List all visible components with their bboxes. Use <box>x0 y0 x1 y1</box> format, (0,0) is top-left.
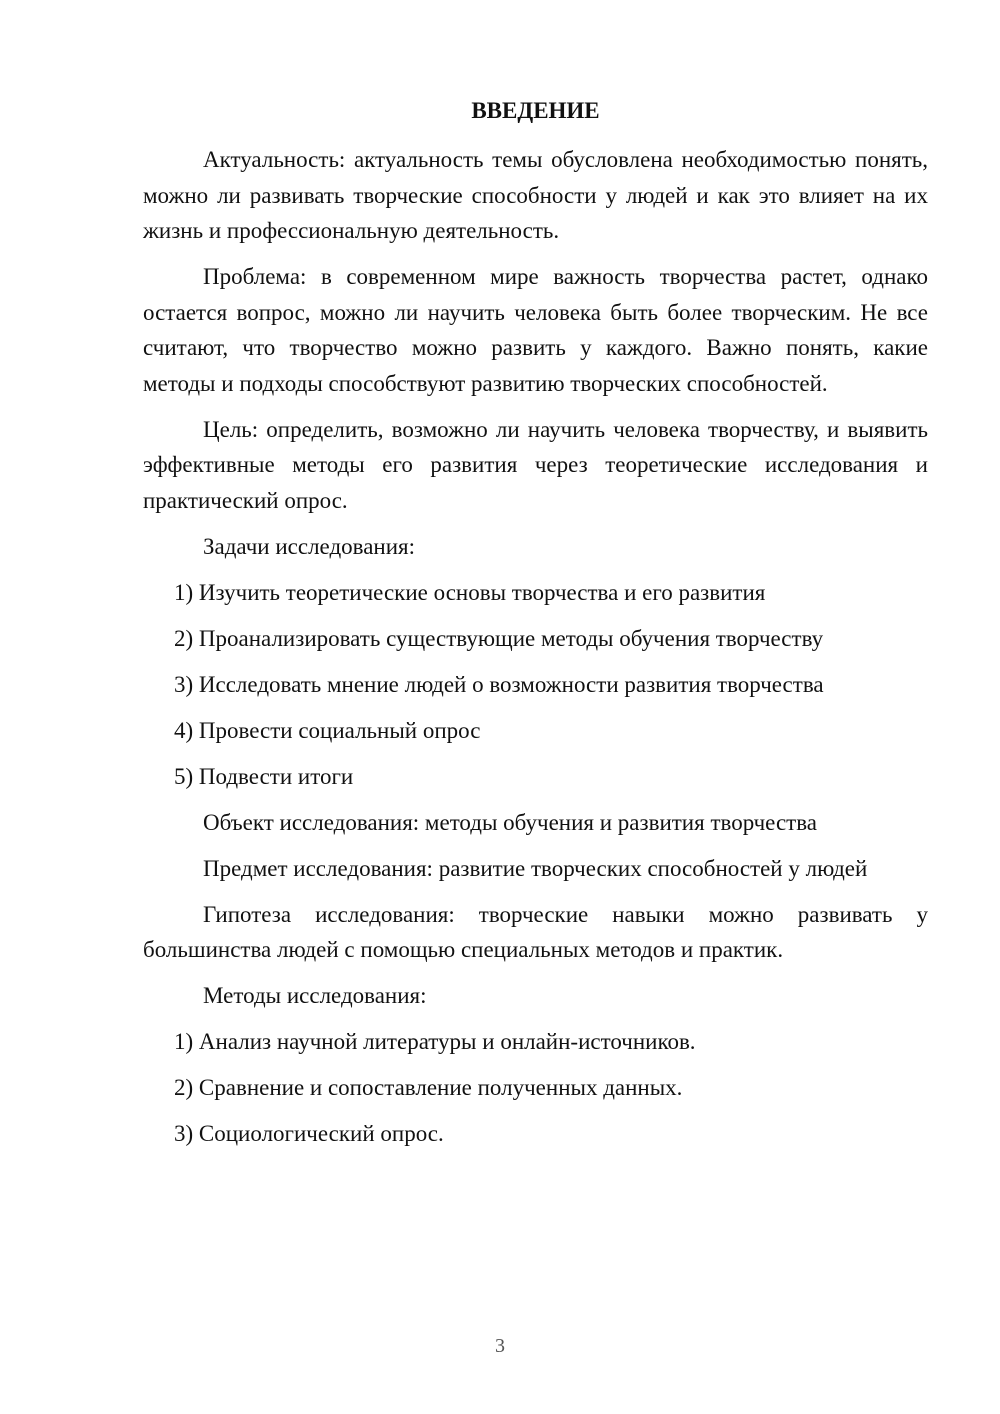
body-text <box>143 142 928 1162</box>
research-subject: Предмет исследования: развитие творческих способностей у людей <box>203 855 868 881</box>
methods-heading: Методы исследования: <box>203 983 427 1008</box>
method-item: 1) Анализ научной литературы и онлайн-источников. <box>174 1029 696 1054</box>
paragraph-goal: Цель: определить, возможно ли научить человека творчеству, и выявить эффективные методы его развития через теоретические исследования и практический опрос. <box>143 416 928 513</box>
page-title: ВВЕДЕНИЕ <box>471 98 600 123</box>
method-item: 2) Сравнение и сопоставление полученных данных. <box>174 1075 683 1100</box>
task-item: 2) Проанализировать существующие методы обучения творчеству <box>174 625 824 651</box>
task-item: 5) Подвести итоги <box>174 763 354 789</box>
paragraph-relevance: Актуальность: актуальность темы обусловлена необходимостью понять, можно ли развивать творческие способности у людей и как это влияет на их жизнь и профессиональную деятельность. <box>143 147 928 243</box>
method-item: 3) Социологический опрос. <box>174 1121 444 1146</box>
tasks-heading: Задачи исследования: <box>203 533 416 559</box>
task-item: 4) Провести социальный опрос <box>174 717 481 743</box>
task-item: 3) Исследовать мнение людей о возможности развития творчества <box>174 671 824 697</box>
research-object: Объект исследования: методы обучения и развития творчества <box>203 809 817 835</box>
research-hypothesis: Гипотеза исследования: творческие навыки можно развивать у большинства людей с помощью специальных методов и практик. <box>143 901 928 962</box>
page-number: 3 <box>495 1335 505 1357</box>
task-item: 1) Изучить теоретические основы творчества и его развития <box>174 579 766 605</box>
paragraph-problem: Проблема: в современном мире важность творчества растет, однако остается вопрос, можно ли научить человека быть более творческим. Не все считают, что творчество можно развить у каждого. Важно понять, какие методы и подходы способствуют развитию творческих способностей. <box>143 264 928 396</box>
